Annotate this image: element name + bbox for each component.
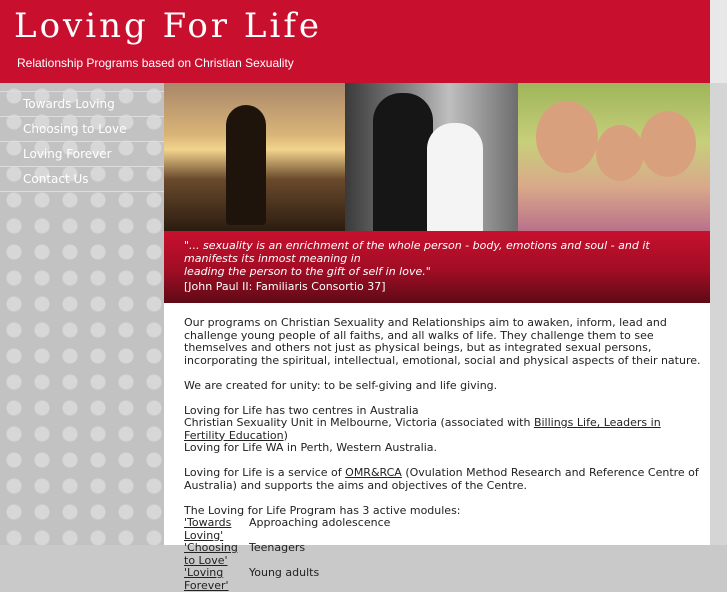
modules-title: The Loving for Life Program has 3 active modules: [184,505,704,518]
module-desc: Approaching adolescence [249,517,390,542]
father-face [536,101,598,173]
beach-couple-photo [164,83,345,231]
service-suffix: (Ovulation Method Research and Reference Centre of Australia) and supports the aims and objectives of the Centre. [184,466,699,492]
module-link-towards-loving[interactable]: 'Towards Loving' [184,517,249,542]
module-desc: Young adults [249,567,319,592]
child-face [596,125,644,181]
modules-section [184,505,704,592]
omrrca-link[interactable]: OMR&RCA [345,466,402,479]
quote-line-1: "... sexuality is an enrichment of the whole person - body, emotions and soul - and it manifests its inmost meaning in [184,239,650,265]
main-content [164,303,710,545]
service-prefix: Loving for Life is a service of [184,466,345,479]
bride-shape [427,123,483,231]
content-body [184,317,704,592]
service-paragraph [184,467,704,492]
centres-paragraph [184,405,704,455]
right-edge-strip [710,83,727,545]
nav-item-towards-loving[interactable]: Towards Loving [0,91,164,116]
centre1-suffix: ) [284,429,288,442]
centres-title: Loving for Life has two centres in Australia [184,404,419,417]
nav-item-contact-us[interactable]: Contact Us [0,166,164,192]
photo-banner [164,83,710,231]
centre1-prefix: Christian Sexuality Unit in Melbourne, Victoria (associated with [184,416,534,429]
quote-line-2: leading the person to the gift of self in love." [184,265,431,278]
mother-face [640,111,696,177]
unity-paragraph: We are created for unity: to be self-giving and life giving. [184,380,704,393]
nav-item-choosing-to-love[interactable]: Choosing to Love [0,116,164,141]
site-header [0,0,710,83]
module-link-choosing-to-love[interactable]: 'Choosing to Love' [184,542,249,567]
couple-silhouette [226,105,266,225]
family-photo [518,83,710,231]
groom-shape [373,93,433,231]
quote-citation: [John Paul II: Familiaris Consortio 37] [184,280,386,293]
quote-text [184,239,694,278]
wedding-couple-photo [345,83,518,231]
sidebar [0,83,164,545]
site-tagline: Relationship Programs based on Christian Sexuality [17,56,294,70]
main-nav [0,91,164,192]
site-title: Loving For Life [14,6,322,46]
module-desc: Teenagers [249,542,305,567]
header-edge-strip [710,0,727,83]
nav-item-loving-forever[interactable]: Loving Forever [0,141,164,166]
module-link-loving-forever[interactable]: 'Loving Forever' [184,567,249,592]
quote-box [164,231,710,303]
module-row [184,542,704,567]
module-row [184,517,704,542]
module-row [184,567,704,592]
intro-paragraph: Our programs on Christian Sexuality and Relationships aim to awaken, inform, lead and challenge young people of all faiths, and all walks of life. They challenge them to see themselves and others not just as physical beings, but as integrated sexual persons, incorporating the spiritual, intellectual, emotional, social and physical aspects of their nature. [184,317,704,367]
billings-life-link[interactable]: Billings Life, Leaders in Fertility Education [184,416,661,442]
centre2-text: Loving for Life WA in Perth, Western Australia. [184,441,437,454]
